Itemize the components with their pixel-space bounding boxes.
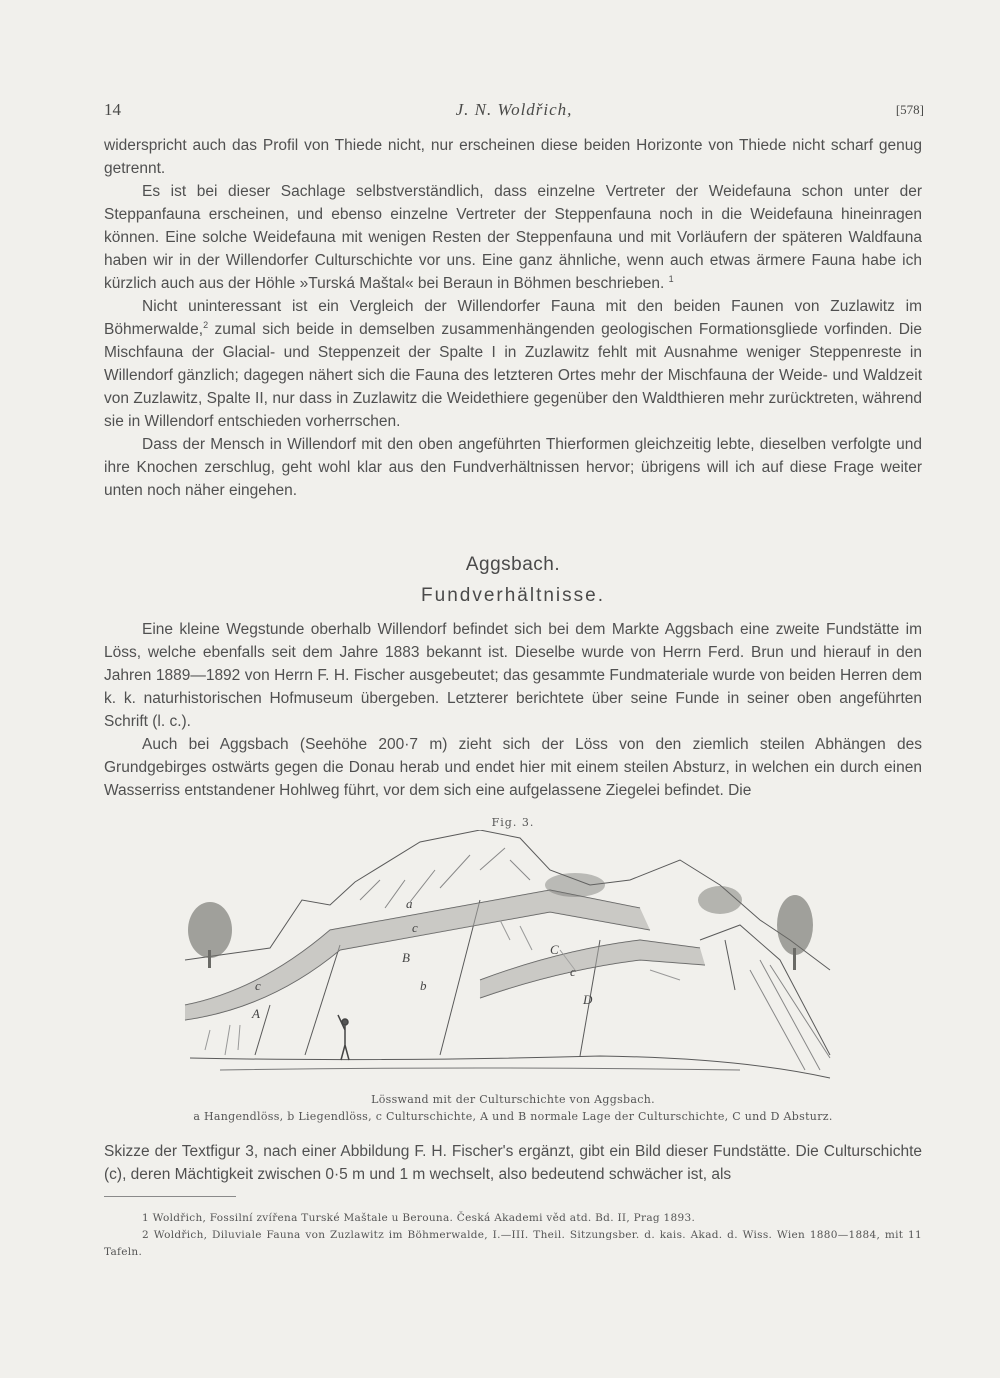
paragraph-2-text: Es ist bei dieser Sachlage selbstverständlich, dass einzelne Vertreter der Weidefauna schon unter der Steppanfauna erscheinen, und ebenso einzelne Vertreter der Steppenfauna noch in die Weidefauna hineinragen können. Eine solche Weidefauna mit wenigen Resten der Steppenfauna und mit Vorläufern der späteren Waldfauna haben wir in der Willendorfer Culturschichte vor uns. Eine ganz ähnliche, wenn auch etwas ärmere Fauna habe ich kürzlich auch aus der Höhle »Turská Maštal« bei Beraun in Böhmen beschrieben. xyxy=(104,183,922,292)
paragraph-3-text-b: zumal sich beide in demselben zusammenhängenden geologischen Formationsgliede vorfinden. Die Mischfauna der Glacial- und Steppenzeit der Spalte I in Zuzlawitz fehlt mit Ausnahme weniger Steppenreste in Willendorf gänzlich; dagegen nähert sich die Fauna des letzteren Ortes mehr der Mischfauna der Weide- und Waldzeit von Zuzlawitz, Spalte II, nur dass in Zuzlawitz die Weidethiere gegenüber den Waldthieren mehr zurücktreten, während sie in Willendorf entschieden vorherrschen. xyxy=(104,321,922,430)
loess-wall-illustration xyxy=(180,830,840,1088)
fig-letter-c1: c xyxy=(412,920,418,935)
paragraph-3-text-a: Nicht uninteressant ist ein Vergleich der Willendorfer Fauna mit den beiden Faunen von Zuzlawitz im Böhmerwalde, xyxy=(104,298,922,338)
author-header: J. N. Woldřich, xyxy=(455,100,573,119)
page-number: 14 xyxy=(104,100,121,119)
footnote-ref-2: 2 xyxy=(203,319,209,330)
fig-letter-c2: c xyxy=(255,978,261,993)
fig-letter-B: B xyxy=(402,950,410,965)
fig-letter-c3: c xyxy=(570,964,576,979)
paragraph-6: Auch bei Aggsbach (Seehöhe 200·7 m) zieht sich der Löss von den ziemlich steilen Abhängen des Grundgebirges ostwärts gegen die Donau herab und endet hier mit einem steilen Absturz, in welchen ein durch einen Wasserriss entstandener Hohlweg führt, vor dem sich eine aufgelassene Ziegelei befindet. Die xyxy=(104,736,922,799)
fig-letter-b: b xyxy=(420,978,427,993)
text-block-middle xyxy=(104,618,922,802)
paragraph-5: Eine kleine Wegstunde oberhalb Willendorf befindet sich bei dem Markte Aggsbach eine zweite Fundstätte im Löss, welche ebenfalls seit dem Jahre 1883 bekannt ist. Dieselbe wurde von Herrn Ferd. Brun und hierauf in den Jahren 1889—1892 von Herrn F. H. Fischer ausgebeutet; das gesammte Fundmateriale wurde von beiden Herren dem k. k. naturhistorischen Hofmuseum übergeben. Letzterer berichtete über seine Funde in seiner oben angeführten Schrift (l. c.). xyxy=(104,621,922,730)
footnote-1: 1 Woldřich, Fossilní zvířena Turské Maštale u Berouna. Česká Akademi věd atd. Bd. II, Prag 1893. xyxy=(142,1212,696,1224)
figure-loess-wall xyxy=(180,830,840,1088)
paragraph-1: widerspricht auch das Profil von Thiede nicht, nur erscheinen diese beiden Horizonte von Thiede nicht scharf genug getrennt. xyxy=(104,137,922,177)
footnote-ref-1: 1 xyxy=(668,273,674,284)
footnote-2: 2 Woldřich, Diluviale Fauna von Zuzlawitz im Böhmerwalde, I.—III. Theil. Sitzungsber. d. kais. Akad. d. Wiss. Wien 1880—1884, mit 11 Tafeln. xyxy=(104,1229,922,1258)
paragraph-4: Dass der Mensch in Willendorf mit den oben angeführten Thierformen gleichzeitig lebte, dieselben verfolgte und ihre Knochen zerschlug, geht wohl klar aus den Fundverhältnissen hervor; übrigens will ich auf diese Frage weiter unten noch näher eingehen. xyxy=(104,436,922,499)
fig-letter-a: a xyxy=(406,896,413,911)
fig-letter-C: C xyxy=(550,942,559,957)
subsection-heading: Fundverhältnisse. xyxy=(421,585,605,606)
footnotes xyxy=(104,1210,922,1261)
section-heading: Aggsbach. xyxy=(465,554,561,575)
text-block-upper xyxy=(104,134,922,502)
paragraph-2 xyxy=(104,180,922,295)
paragraph-3 xyxy=(104,295,922,433)
footnote-divider xyxy=(104,1196,236,1197)
fig-letter-A: A xyxy=(252,1006,260,1021)
text-block-lower xyxy=(104,1140,922,1186)
figure-caption-legend: a Hangendlöss, b Liegendlöss, c Culturschichte, A und B normale Lage der Culturschichte, C und D Absturz. xyxy=(193,1110,833,1123)
figure-caption-title: Lösswand mit der Culturschichte von Aggsbach. xyxy=(371,1093,655,1106)
paragraph-7: Skizze der Textfigur 3, nach einer Abbildung F. H. Fischer's ergänzt, gibt ein Bild dieser Fundstätte. Die Culturschichte (c), deren Mächtigkeit zwischen 0·5 m und 1 m wechselt, also bedeutend schwächer ist, als xyxy=(104,1143,922,1183)
bracket-page-number: [578] xyxy=(895,102,924,117)
running-head xyxy=(104,100,924,124)
fig-letter-D: D xyxy=(583,992,593,1007)
figure-label: Fig. 3. xyxy=(491,816,535,829)
